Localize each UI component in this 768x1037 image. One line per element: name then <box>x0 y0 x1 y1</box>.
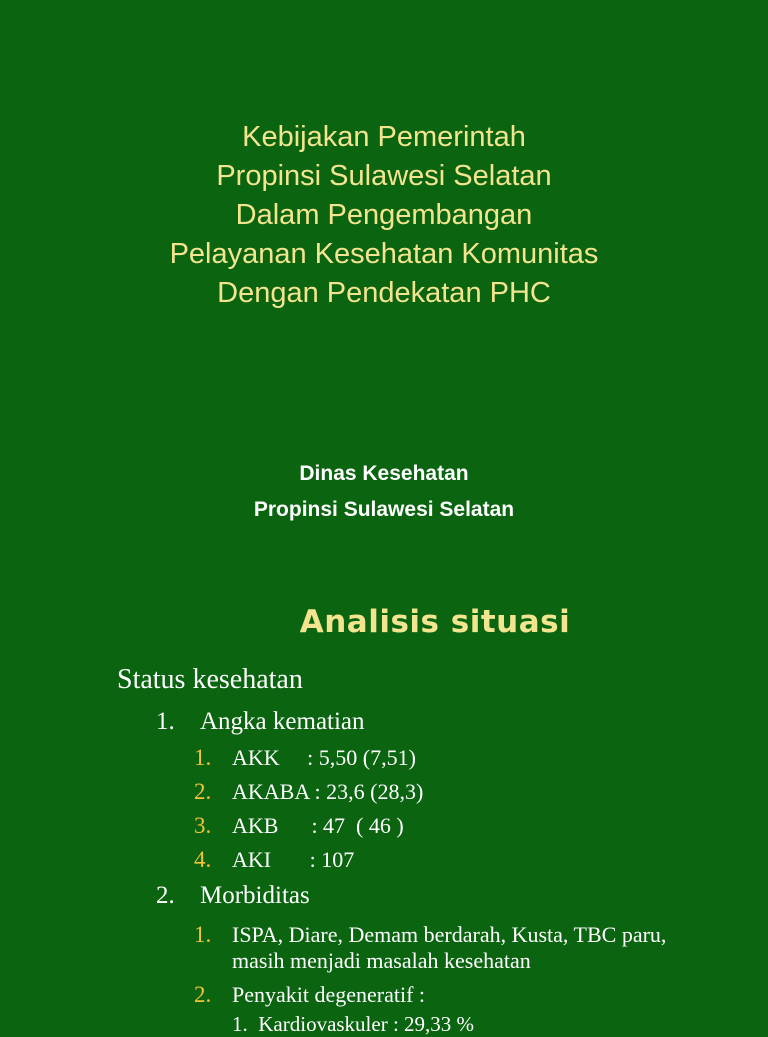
slide-subtitle <box>0 456 768 528</box>
sub-list-item-cut: 1. Kardiovaskuler : 29,33 % <box>232 1012 475 1036</box>
subtitle-line-2: Propinsi Sulawesi Selatan <box>253 498 515 521</box>
section-morbiditas <box>156 882 310 910</box>
title-line-3: Dalam Pengembangan <box>235 199 533 231</box>
list-item-text: AKI : 107 <box>232 847 355 872</box>
list-item-number: 2. <box>194 982 212 1007</box>
title-line-4: Pelayanan Kesehatan Komunitas <box>169 238 599 270</box>
list-item-number: 4. <box>194 847 212 872</box>
section-number: 1. <box>156 708 175 735</box>
section-angka-kematian <box>156 708 365 736</box>
slide2-title-text: Analisis situasi <box>299 604 571 640</box>
slide-title-heading <box>0 118 768 313</box>
title-line-2: Propinsi Sulawesi Selatan <box>216 160 552 192</box>
list-item-text: Penyakit degeneratif : <box>232 982 426 1007</box>
section-label: Angka kematian <box>200 708 365 735</box>
list-item-text: AKB : 47 ( 46 ) <box>232 813 404 838</box>
list-item-text: AKABA : 23,6 (28,3) <box>232 779 424 804</box>
list-item <box>194 813 404 839</box>
list-item <box>194 745 416 771</box>
list-item-text: AKK : 5,50 (7,51) <box>232 745 416 770</box>
list-item-text: ISPA, Diare, Demam berdarah, Kusta, TBC paru, <box>232 922 667 947</box>
section-label: Morbiditas <box>200 882 310 909</box>
slide-analisis <box>0 580 768 1036</box>
list-item-number: 1. <box>194 745 212 770</box>
heading-status-kesehatan: Status kesehatan <box>117 664 303 695</box>
section-number: 2. <box>156 882 175 909</box>
list-item <box>194 922 666 974</box>
list-item <box>194 982 425 1008</box>
title-line-5: Dengan Pendekatan PHC <box>217 277 551 309</box>
list-item-number: 2. <box>194 779 212 804</box>
list-item-number: 1. <box>194 922 212 947</box>
list-item <box>194 847 354 873</box>
subtitle-line-1: Dinas Kesehatan <box>299 462 469 485</box>
list-item-number: 3. <box>194 813 212 838</box>
slide2-title <box>0 604 768 640</box>
list-item-text-continued: masih menjadi masalah kesehatan <box>232 948 531 973</box>
title-line-1: Kebijakan Pemerintah <box>242 121 526 153</box>
list-item <box>194 779 423 805</box>
